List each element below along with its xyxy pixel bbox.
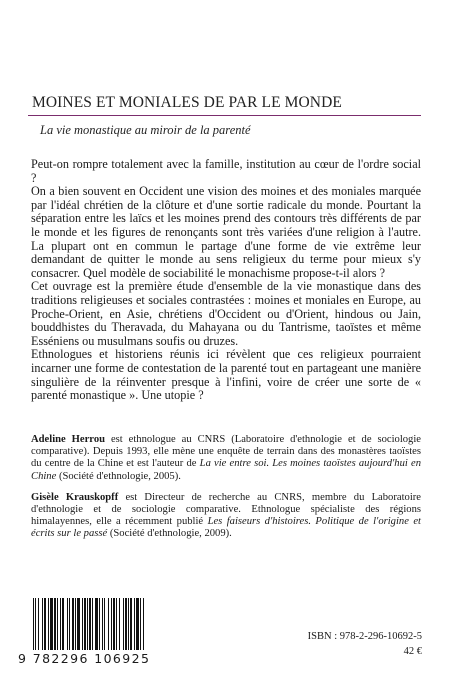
- author-bio-text: est Directeur de recherche au CNRS, membre du Laboratoire d'ethnologie et de sociologie comparative. Ethnologue spécialiste des régions himalayennes, elle a récemment publié: [31, 491, 421, 528]
- blurb-paragraph: Cet ouvrage est la première étude d'ensemble de la vie monastique dans des traditions religieuses et sociales contrastées : moines et moniales en Europe, au Proche-Orient, en Asie, chrétiens d'Occident ou d'Orient, hindous ou Jain, bouddhistes du Theravada, du Mahayana ou du Tantrisme, taoïstes et même Esséniens ou musulmans soufis ou druzes.: [31, 279, 421, 348]
- author-name: Adeline Herrou: [31, 434, 106, 445]
- author-bio-text: (Société d'ethnologie, 2005).: [56, 470, 181, 482]
- title-rule: [28, 115, 421, 116]
- barcode-number: 9 782296 106925: [18, 651, 151, 666]
- author-bio: [31, 492, 421, 541]
- author-bio-text: est ethnologue au CNRS (Laboratoire d'ethnologie et de sociologie comparative). Depuis 1993, elle mène une enquête de terrain dans des monastères taoïstes du centre de la Chine et est l'auteur de: [31, 434, 422, 470]
- author-book-title: Les faiseurs d'histoires. Politique de l'origine et écrits sur le passé: [31, 516, 421, 540]
- blurb-paragraph: On a bien souvent en Occident une vision des moines et des moniales marquée par l'idéal chrétien de la clôture et d'une sortie radicale du monde. Pourtant la séparation entre les laïcs et les moines prend des contours très différents de par le monde et les figures de renonçants sont très variées d'une religion à l'autre. La plupart ont en commun le partage d'une forme de vie extrême leur demandant de quitter le monde au sens religieux du terme pour mieux s'y consacrer. Quel modèle de sociabilité le monachisme propose-t-il alors ?: [31, 184, 421, 280]
- price: 42 €: [403, 646, 422, 657]
- barcode-image: [30, 598, 198, 650]
- author-bios: [31, 434, 421, 550]
- book-title: MOINES ET MONIALES DE PAR LE MONDE: [32, 94, 342, 111]
- author-name: Gisèle Krauskopff: [31, 491, 119, 503]
- author-bio-text: (Société d'ethnologie, 2009).: [107, 528, 232, 540]
- isbn: ISBN : 978-2-296-10692-5: [307, 631, 422, 642]
- author-bio: [31, 434, 421, 483]
- blurb-paragraph: Peut-on rompre totalement avec la famille, institution au cœur de l'ordre social ?: [31, 157, 421, 185]
- blurb-paragraph: Ethnologues et historiens réunis ici révèlent que ces religieux pourraient incarner une forme de contestation de la parenté tout en partageant une manière singulière de la réinventer presque à l'infini, voire de créer une sorte de « parenté monastique ». Une utopie ?: [31, 347, 421, 403]
- book-subtitle: La vie monastique au miroir de la parenté: [40, 123, 251, 137]
- author-book-title: La vie entre soi. Les moines taoïstes aujourd'hui en Chine: [31, 458, 421, 482]
- blurb: [31, 158, 421, 403]
